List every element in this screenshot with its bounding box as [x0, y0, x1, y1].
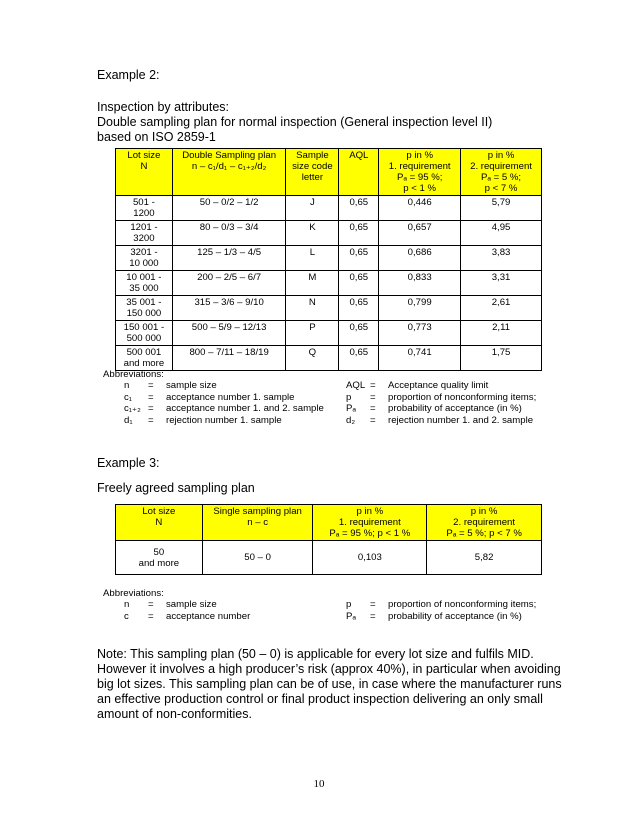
example-3-title: Example 3:: [97, 456, 160, 470]
cell-line: 150 001 -: [123, 322, 165, 333]
abbreviation-item: [124, 599, 250, 611]
table-cell: 0,65: [339, 246, 379, 271]
table-cell: N: [286, 296, 339, 321]
abbreviation-description: sample size: [166, 599, 217, 610]
cell-line: 3201 -: [130, 247, 158, 258]
table-cell: 5,79: [461, 196, 542, 221]
column-header: [116, 505, 203, 541]
note-line: an effective production control or final product inspection delivering an only small: [97, 692, 543, 706]
table-cell: 0,657: [379, 221, 461, 246]
abbreviation-description: proportion of nonconforming items;: [388, 599, 537, 610]
abbreviation-symbol: c: [124, 610, 129, 622]
table-cell: 800 – 7/11 – 18/19: [172, 346, 286, 371]
table-cell: 0,446: [379, 196, 461, 221]
table-cell: 0,65: [339, 221, 379, 246]
abbreviation-equals: =: [148, 414, 154, 426]
header-line: Lot size: [127, 150, 161, 161]
table-row: [116, 246, 542, 271]
table-cell: 0,65: [339, 296, 379, 321]
table-row: [116, 196, 542, 221]
abbreviation-item: [346, 392, 536, 404]
abbreviation-equals: =: [370, 380, 376, 391]
abbreviation-description: sample size: [166, 380, 217, 391]
header-line: p in %: [356, 506, 384, 517]
table-cell: 0,65: [339, 196, 379, 221]
table-cell: 0,65: [339, 271, 379, 296]
table-row: [116, 221, 542, 246]
table-cell: [116, 221, 173, 246]
abbreviations-list-right-2: [346, 599, 536, 622]
abbreviation-symbol: c₁: [124, 391, 133, 403]
note-line: big lot sizes. This sampling plan can be of use, in case where the manufacturer runs: [97, 677, 562, 691]
note-paragraph: [97, 647, 562, 722]
abbreviation-item: [124, 611, 250, 623]
cell-line: 35 001 -: [126, 297, 162, 308]
cell-line: 50: [153, 546, 165, 558]
header-line: 2. requirement: [453, 517, 516, 528]
column-header: [286, 149, 339, 196]
column-header: [202, 505, 313, 541]
double-sampling-table: [115, 148, 542, 371]
table-row: [116, 346, 542, 371]
abbreviation-description: probability of acceptance (in %): [388, 610, 522, 622]
note-line: amount of non-conformities.: [97, 707, 252, 721]
header-line: n – c: [247, 517, 269, 528]
header-line: N: [155, 517, 163, 528]
abbreviation-description: rejection number 1. sample: [166, 414, 282, 426]
table-cell: 200 – 2/5 – 6/7: [172, 271, 286, 296]
table-cell: 0,799: [379, 296, 461, 321]
table-cell: 0,103: [313, 541, 427, 575]
abbreviation-equals: =: [148, 391, 154, 403]
abbreviation-description: Acceptance quality limit: [388, 380, 489, 391]
abbreviation-item: [124, 403, 324, 415]
header-line: size code: [292, 161, 333, 172]
column-header: [379, 149, 461, 196]
abbreviation-description: probability of acceptance (in %): [388, 403, 522, 414]
abbreviations-title-1: Abbreviations:: [103, 369, 164, 380]
note-line: Note: This sampling plan (50 – 0) is applicable for every lot size and fulfils MID.: [97, 647, 534, 661]
cell-line: 150 000: [126, 308, 162, 319]
cell-line: 3200: [133, 233, 155, 244]
table-cell: Q: [286, 346, 339, 371]
abbreviation-description: acceptance number 1. and 2. sample: [166, 403, 324, 414]
table-cell: 50 – 0: [202, 541, 313, 575]
abbreviation-symbol: Pₐ: [346, 610, 356, 622]
table-cell: [116, 346, 173, 371]
table-cell: [116, 541, 203, 575]
header-line: p in %: [406, 150, 433, 161]
table-cell: 0,741: [379, 346, 461, 371]
table-cell: 0,686: [379, 246, 461, 271]
example-2-line-2: Double sampling plan for normal inspection (General inspection level II): [97, 115, 493, 129]
header-line: 1. requirement: [388, 161, 451, 172]
cell-line: and more: [138, 557, 180, 569]
table-cell: [116, 196, 173, 221]
header-line: AQL: [349, 150, 369, 161]
table-cell: 4,95: [461, 221, 542, 246]
header-line: Double Sampling plan: [182, 150, 277, 161]
cell-line: 10 000: [129, 258, 159, 269]
table-row: [116, 541, 542, 575]
abbreviation-item: [346, 611, 536, 623]
column-header: [116, 149, 173, 196]
abbreviation-symbol: n: [124, 380, 130, 391]
column-header: [427, 505, 542, 541]
abbreviations-title-2: Abbreviations:: [103, 588, 164, 599]
header-line: 1. requirement: [338, 517, 401, 528]
table-cell: M: [286, 271, 339, 296]
header-line: Pₐ = 5 %;: [480, 172, 522, 183]
abbreviation-equals: =: [148, 380, 154, 391]
header-line: Pₐ = 95 %;: [396, 172, 443, 183]
table-cell: J: [286, 196, 339, 221]
example-2-line-3: based on ISO 2859-1: [97, 130, 216, 144]
table-cell: L: [286, 246, 339, 271]
cell-line: 500 001: [126, 347, 162, 358]
header-line: 2. requirement: [470, 161, 532, 172]
cell-line: 35 000: [129, 283, 159, 294]
abbreviation-item: [124, 380, 324, 392]
abbreviation-symbol: Pₐ: [346, 403, 356, 414]
header-line: Pₐ = 5 %; p < 7 %: [446, 528, 522, 539]
column-header: [172, 149, 286, 196]
table-cell: 0,65: [339, 346, 379, 371]
cell-line: and more: [123, 358, 165, 369]
abbreviation-symbol: d₂: [346, 414, 356, 426]
abbreviation-description: proportion of nonconforming items;: [388, 391, 537, 403]
column-header: [461, 149, 542, 196]
cell-line: 1200: [133, 208, 155, 219]
example-3-line-1: Freely agreed sampling plan: [97, 481, 255, 495]
table-cell: 1,75: [461, 346, 542, 371]
cell-line: 10 001 -: [126, 272, 162, 283]
table-cell: 50 – 0/2 – 1/2: [172, 196, 286, 221]
table-cell: [116, 246, 173, 271]
abbreviation-description: acceptance number: [166, 610, 251, 622]
abbreviations-list-left-1: [124, 380, 324, 426]
header-line: p < 7 %: [484, 183, 518, 194]
header-line: p in %: [487, 150, 515, 161]
table-cell: 3,31: [461, 271, 542, 296]
abbreviation-equals: =: [148, 599, 154, 610]
table-cell: K: [286, 221, 339, 246]
example-2-line-1: Inspection by attributes:: [97, 100, 230, 114]
abbreviation-item: [346, 380, 536, 392]
abbreviation-equals: =: [370, 610, 376, 622]
table-cell: [116, 296, 173, 321]
page-number: 10: [313, 778, 325, 790]
abbreviation-symbol: AQL: [346, 380, 366, 391]
table-cell: 125 – 1/3 – 4/5: [172, 246, 286, 271]
table-row: [116, 271, 542, 296]
header-line: Sample: [296, 150, 329, 161]
column-header: [339, 149, 379, 196]
abbreviation-symbol: d₁: [124, 414, 133, 426]
table-cell: 0,65: [339, 321, 379, 346]
single-sampling-table: [115, 504, 542, 575]
table-row: [116, 296, 542, 321]
abbreviation-description: acceptance number 1. sample: [166, 391, 295, 403]
table-row: [116, 321, 542, 346]
table-header-row: [116, 505, 542, 541]
note-line: However it involves a high producer’s risk (approx 40%), in particular when avoiding: [97, 662, 561, 676]
abbreviation-symbol: p: [346, 391, 352, 403]
abbreviation-symbol: p: [346, 599, 352, 610]
header-line: Pₐ = 95 %; p < 1 %: [329, 528, 411, 539]
table-cell: [116, 271, 173, 296]
table-header-row: [116, 149, 542, 196]
abbreviation-equals: =: [370, 414, 376, 426]
cell-line: 1201 -: [130, 222, 158, 233]
table-cell: 0,773: [379, 321, 461, 346]
abbreviation-item: [346, 403, 536, 415]
abbreviation-equals: =: [370, 599, 376, 610]
column-header: [313, 505, 427, 541]
header-line: letter: [301, 172, 324, 183]
abbreviation-item: [124, 392, 324, 404]
table-cell: 5,82: [427, 541, 542, 575]
abbreviations-list-left-2: [124, 599, 250, 622]
abbreviation-symbol: c₁₊₂: [124, 403, 141, 414]
abbreviations-list-right-1: [346, 380, 536, 426]
abbreviation-item: [346, 415, 536, 427]
cell-line: 500 000: [126, 333, 162, 344]
header-line: p in %: [470, 506, 498, 517]
abbreviation-equals: =: [148, 610, 154, 622]
abbreviation-equals: =: [370, 403, 376, 414]
table-cell: 2,11: [461, 321, 542, 346]
abbreviation-description: rejection number 1. and 2. sample: [388, 414, 534, 426]
header-line: Lot size: [142, 506, 176, 517]
table-cell: 2,61: [461, 296, 542, 321]
cell-line: 501 -: [132, 197, 155, 208]
abbreviation-equals: =: [370, 391, 376, 403]
table-cell: [116, 321, 173, 346]
table-cell: 315 – 3/6 – 9/10: [172, 296, 286, 321]
abbreviation-item: [124, 415, 324, 427]
abbreviation-equals: =: [148, 403, 154, 414]
header-line: p < 1 %: [403, 183, 437, 194]
table-cell: 3,83: [461, 246, 542, 271]
table-cell: P: [286, 321, 339, 346]
header-line: n – c₁/d₁ – c₁₊₂/d₂: [191, 161, 267, 172]
example-2-title: Example 2:: [97, 68, 160, 82]
table-cell: 0,833: [379, 271, 461, 296]
header-line: Single sampling plan: [213, 506, 302, 517]
abbreviation-symbol: n: [124, 599, 130, 610]
table-cell: 500 – 5/9 – 12/13: [172, 321, 286, 346]
header-line: N: [140, 161, 148, 172]
abbreviation-item: [346, 599, 536, 611]
table-cell: 80 – 0/3 – 3/4: [172, 221, 286, 246]
